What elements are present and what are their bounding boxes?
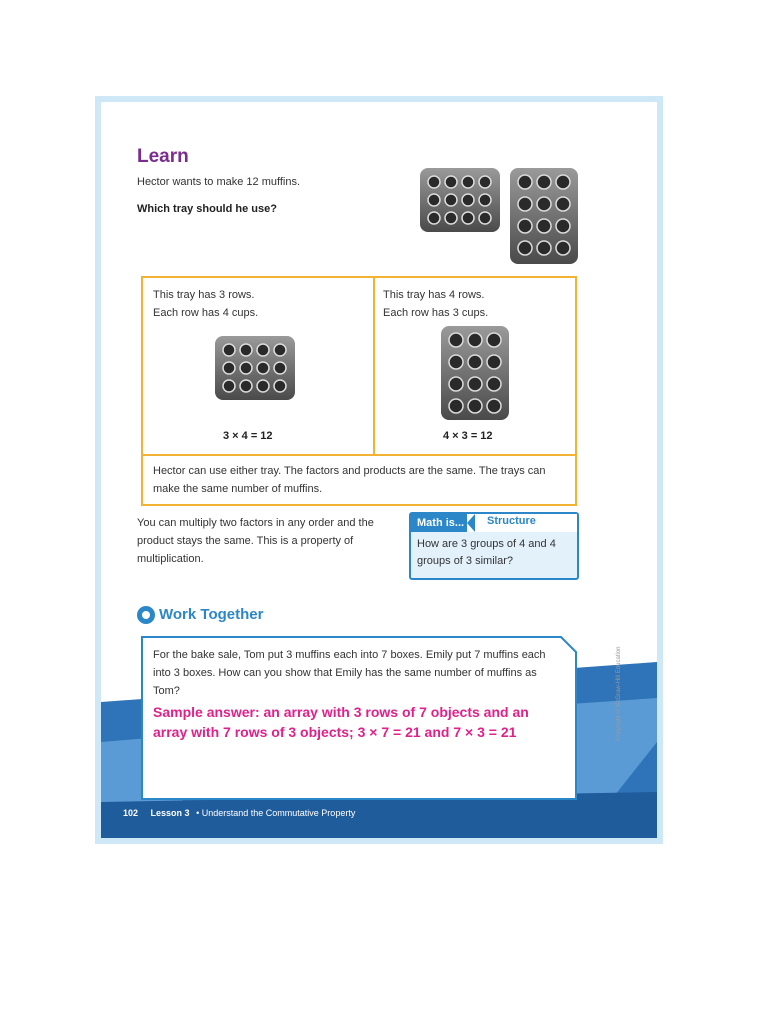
- work-together-heading: Work Together: [159, 606, 264, 623]
- copyright-notice: Copyright © McGraw-Hill Education: [616, 646, 622, 741]
- page-footer: [123, 808, 355, 818]
- lesson-label: Lesson 3: [150, 808, 190, 818]
- textbook-page: [95, 96, 663, 844]
- math-is-question: How are 3 groups of 4 and 4 groups of 3 similar?: [417, 538, 556, 567]
- page-content: [101, 102, 657, 838]
- left-tray-rows: This tray has 3 rows.: [153, 289, 255, 301]
- learn-intro: Hector wants to make 12 muffins.: [137, 176, 301, 188]
- comparison-divider-horizontal: [143, 454, 575, 456]
- work-together-icon: [137, 606, 155, 624]
- left-equation: 3 × 4 = 12: [223, 430, 273, 442]
- math-is-topic: Structure: [487, 515, 536, 527]
- left-tray-description: [153, 286, 258, 322]
- learn-heading: Learn: [137, 146, 189, 167]
- comparison-divider-vertical: [373, 278, 375, 456]
- right-tray-cups: Each row has 3 cups.: [383, 307, 489, 319]
- footer-bullet: •: [196, 808, 200, 818]
- sample-answer: Sample answer: an array with 3 rows of 7 objects and an array with 7 rows of 3 objects; 3 × 7 = 21 and 7 × 3 = 21: [153, 704, 529, 740]
- muffin-tray-3x4-icon: [420, 168, 500, 232]
- muffin-tray-4x3-icon: [510, 168, 578, 264]
- math-is-callout: [409, 512, 579, 580]
- math-is-arrow-icon: [467, 514, 475, 532]
- work-together-prompt: For the bake sale, Tom put 3 muffins each into 7 boxes. Emily put 7 muffins each into 3 boxes. How can you show that Emily has the same number of muffins as Tom?: [153, 649, 546, 697]
- right-tray-rows: This tray has 4 rows.: [383, 289, 485, 301]
- math-is-tag: Math is...: [411, 514, 467, 532]
- page-number: 102: [123, 808, 139, 818]
- learn-question: Which tray should he use?: [137, 203, 277, 215]
- left-tray-cups: Each row has 4 cups.: [153, 307, 259, 319]
- lesson-title: Understand the Commutative Property: [201, 808, 356, 818]
- comparison-conclusion: Hector can use either tray. The factors and products are the same. The trays can make the same number of muffins.: [153, 465, 546, 495]
- muffin-tray-4x3-icon: [441, 326, 509, 420]
- right-tray-description: [383, 286, 488, 322]
- right-equation: 4 × 3 = 12: [443, 430, 493, 442]
- commutative-property-text: You can multiply two factors in any order and the product stays the same. This is a property of multiplication.: [137, 517, 374, 565]
- muffin-tray-3x4-icon: [215, 336, 295, 400]
- tray-comparison-box: [141, 276, 577, 506]
